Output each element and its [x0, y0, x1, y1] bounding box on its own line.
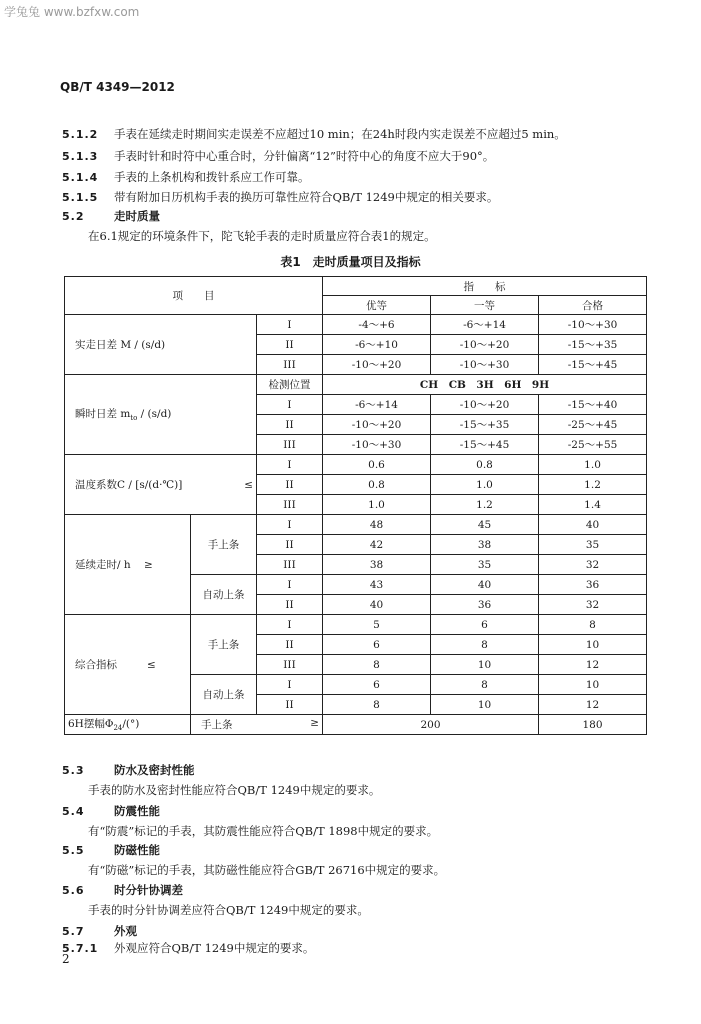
detect-position-label: 检测位置	[257, 375, 323, 395]
value-cell: 1.2	[431, 495, 539, 515]
value-cell: 40	[431, 575, 539, 595]
clause-number: 5.1.2	[62, 128, 99, 141]
power-reserve-label	[65, 515, 191, 615]
value-cell: -4～+6	[323, 315, 431, 335]
table-row	[65, 375, 647, 395]
position-cell: III	[257, 355, 323, 375]
value-cell: 1.0	[539, 455, 647, 475]
value-cell: 42	[323, 535, 431, 555]
clause-5-1-3	[62, 148, 494, 164]
value-cell: 8	[431, 635, 539, 655]
standard-code: QB/T 4349—2012	[60, 80, 175, 94]
clause-5-1-2	[62, 126, 566, 142]
power-reserve-sign: ≥	[144, 559, 153, 571]
grade-first: 一等	[431, 296, 539, 315]
position-cell: II	[257, 595, 323, 615]
temp-coeff-sign: ≤	[191, 455, 257, 515]
section-5-6-heading	[62, 882, 183, 898]
instant-rate-label	[65, 375, 257, 455]
watermark: 学兔兔 www.bzfxw.com	[4, 5, 140, 19]
value-cell: 8	[323, 655, 431, 675]
value-cell: 0.8	[323, 475, 431, 495]
clause-number: 5.1.4	[62, 171, 99, 184]
value-cell: -10～+20	[431, 395, 539, 415]
position-cell: II	[257, 635, 323, 655]
value-cell: 10	[539, 635, 647, 655]
auto-wind-label: 自动上条	[191, 575, 257, 615]
value-cell: -6～+10	[323, 335, 431, 355]
position-cell: I	[257, 515, 323, 535]
instant-rate-label-main: 瞬时日差 m	[75, 408, 131, 421]
manual-wind-label: 手上条	[191, 515, 257, 575]
clause-text: 手表在延续走时期间实走误差不应超过10 min；在24h时段内实走误差不应超过5 min。	[114, 127, 566, 141]
section-5-7-heading	[62, 923, 137, 939]
section-5-4-body: 有“防震”标记的手表，其防震性能应符合QB/T 1898中规定的要求。	[88, 824, 439, 838]
value-cell: -25～+55	[539, 435, 647, 455]
value-cell: 36	[431, 595, 539, 615]
section-title: 防震性能	[114, 804, 160, 818]
value-cell: -15～+40	[539, 395, 647, 415]
section-5-4-heading	[62, 803, 160, 819]
clause-5-1-4	[62, 169, 310, 185]
amplitude-mode-text: 手上条	[201, 719, 233, 731]
value-cell: 32	[539, 595, 647, 615]
clause-number: 5.1.5	[62, 191, 99, 204]
section-number: 5.2	[62, 210, 85, 223]
auto-wind-label: 自动上条	[191, 675, 257, 715]
position-cell: I	[257, 675, 323, 695]
value-cell: 32	[539, 555, 647, 575]
composite-label	[65, 615, 191, 715]
value-cell: 35	[539, 535, 647, 555]
value-cell: -15～+45	[431, 435, 539, 455]
position-cell: II	[257, 415, 323, 435]
table-caption: 表1 走时质量项目及指标	[280, 255, 421, 269]
manual-wind-label: 手上条	[191, 615, 257, 675]
value-cell: 12	[539, 695, 647, 715]
section-number: 5.3	[62, 764, 85, 777]
section-5-3-heading	[62, 762, 195, 778]
value-cell: 38	[431, 535, 539, 555]
value-cell: -6～+14	[431, 315, 539, 335]
table-row	[65, 615, 647, 635]
composite-sign: ≤	[147, 659, 156, 671]
clause-text: 外观应符合QB/T 1249中规定的要求。	[114, 941, 315, 955]
detect-positions: CH CB 3H 6H 9H	[323, 375, 647, 395]
amplitude-label-unit: /(°)	[122, 718, 140, 731]
section-5-3-body: 手表的防水及密封性能应符合QB/T 1249中规定的要求。	[88, 783, 381, 797]
clause-number: 5.7.1	[62, 942, 99, 955]
value-cell: 1.0	[431, 475, 539, 495]
clause-number: 5.1.3	[62, 150, 99, 163]
clause-text: 带有附加日历机构手表的换历可靠性应符合QB/T 1249中规定的相关要求。	[114, 190, 499, 204]
value-cell: -10～+20	[323, 415, 431, 435]
position-cell: II	[257, 475, 323, 495]
value-cell: 5	[323, 615, 431, 635]
section-title: 防磁性能	[114, 843, 160, 857]
value-cell: 10	[431, 655, 539, 675]
clause-5-7-1	[62, 940, 314, 956]
value-cell: -10～+30	[431, 355, 539, 375]
amplitude-pass: 180	[539, 715, 647, 735]
value-cell: 40	[323, 595, 431, 615]
table-header-row	[65, 277, 647, 296]
position-cell: I	[257, 575, 323, 595]
section-number: 5.6	[62, 884, 85, 897]
value-cell: -10～+30	[323, 435, 431, 455]
value-cell: 48	[323, 515, 431, 535]
value-cell: 1.0	[323, 495, 431, 515]
clause-text: 手表的上条机构和拨针系应工作可靠。	[114, 170, 310, 184]
value-cell: 12	[539, 655, 647, 675]
value-cell: 43	[323, 575, 431, 595]
section-number: 5.5	[62, 844, 85, 857]
value-cell: 10	[431, 695, 539, 715]
table-row	[65, 515, 647, 535]
value-cell: 8	[431, 675, 539, 695]
value-cell: 1.2	[539, 475, 647, 495]
header-indicator: 指 标	[323, 277, 647, 296]
section-5-6-body: 手表的时分针协调差应符合QB/T 1249中规定的要求。	[88, 903, 369, 917]
position-cell: I	[257, 315, 323, 335]
table-row	[65, 715, 647, 735]
value-cell: -15～+35	[539, 335, 647, 355]
position-cell: III	[257, 435, 323, 455]
position-cell: III	[257, 495, 323, 515]
value-cell: -10～+20	[431, 335, 539, 355]
table-row	[65, 315, 647, 335]
section-number: 5.4	[62, 805, 85, 818]
value-cell: -15～+35	[431, 415, 539, 435]
instant-rate-label-unit: / (s/d)	[137, 408, 172, 421]
section-5-5-heading	[62, 842, 160, 858]
value-cell: 40	[539, 515, 647, 535]
instant-rate-label-sub: to	[130, 414, 138, 423]
position-cell: II	[257, 695, 323, 715]
grade-top: 优等	[323, 296, 431, 315]
value-cell: 38	[323, 555, 431, 575]
position-cell: II	[257, 335, 323, 355]
value-cell: -10～+30	[539, 315, 647, 335]
value-cell: 0.8	[431, 455, 539, 475]
table-row	[65, 455, 647, 475]
amplitude-label-sub: 24	[113, 724, 123, 733]
clause-5-1-5	[62, 189, 498, 205]
amplitude-mode	[191, 715, 323, 735]
value-cell: 36	[539, 575, 647, 595]
section-title: 外观	[114, 924, 137, 938]
section-title: 防水及密封性能	[114, 763, 195, 777]
temp-coeff-label: 温度系数C / [s/(d·℃)]	[65, 455, 191, 515]
position-cell: II	[257, 535, 323, 555]
value-cell: 35	[431, 555, 539, 575]
amplitude-sign: ≥	[310, 717, 320, 729]
value-cell: 1.4	[539, 495, 647, 515]
position-cell: I	[257, 615, 323, 635]
value-cell: -15～+45	[539, 355, 647, 375]
value-cell: 0.6	[323, 455, 431, 475]
value-cell: 6	[431, 615, 539, 635]
amplitude-label	[65, 715, 191, 735]
composite-label-text: 综合指标	[75, 659, 117, 671]
value-cell: -6～+14	[323, 395, 431, 415]
page-number: 2	[62, 952, 70, 966]
amplitude-label-main: 6H摆幅Φ	[68, 718, 114, 731]
position-cell: III	[257, 555, 323, 575]
value-cell: 45	[431, 515, 539, 535]
section-title: 走时质量	[114, 209, 160, 223]
value-cell: 8	[323, 695, 431, 715]
clause-text: 手表时针和时符中心重合时，分针偏离“12”时符中心的角度不应大于90°。	[114, 149, 495, 163]
section-5-5-body: 有“防磁”标记的手表，其防磁性能应符合GB/T 26716中规定的要求。	[88, 863, 446, 877]
position-cell: I	[257, 455, 323, 475]
power-reserve-label-text: 延续走时/ h	[75, 559, 131, 571]
section-number: 5.7	[62, 925, 85, 938]
section-title: 时分针协调差	[114, 883, 183, 897]
quality-table	[64, 276, 647, 735]
section-5-2-heading	[62, 208, 160, 224]
value-cell: -25～+45	[539, 415, 647, 435]
value-cell: 8	[539, 615, 647, 635]
grade-pass: 合格	[539, 296, 647, 315]
value-cell: 6	[323, 675, 431, 695]
value-cell: 10	[539, 675, 647, 695]
header-item: 项 目	[65, 277, 323, 315]
amplitude-top-first: 200	[323, 715, 539, 735]
daily-rate-label: 实走日差 M / (s/d)	[65, 315, 257, 375]
section-5-2-body: 在6.1规定的环境条件下，陀飞轮手表的走时质量应符合表1的规定。	[88, 229, 436, 243]
value-cell: 6	[323, 635, 431, 655]
position-cell: I	[257, 395, 323, 415]
value-cell: -10～+20	[323, 355, 431, 375]
position-cell: III	[257, 655, 323, 675]
